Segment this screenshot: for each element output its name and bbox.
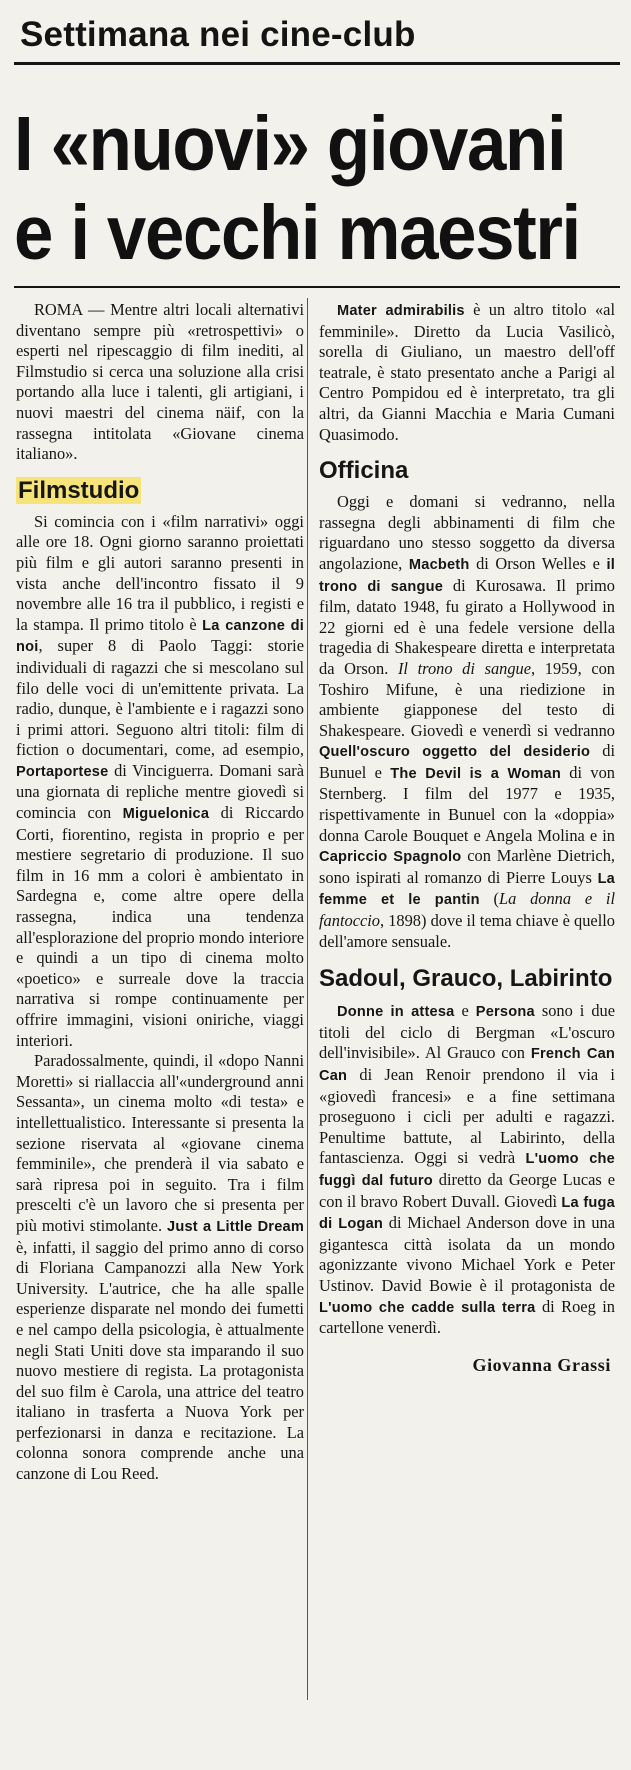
paradox-paragraph: Paradossalmente, quindi, il «dopo Nanni Moretti» si riallaccia all'«underground anni Sessanta», un cinema molto «di testa» e intellettualistico. Interessante si presenta la sezione riservata al «giovane cinema femminile», che prenderà il via sabato e sarà ripresa poi in seguito. Tra i film prescelti c'è un lavoro che si presenta per più motivi stimolante. Just a Little Dream è, infatti, il saggio del primo anno di corso di Floriana Campanozzi alla New York University. L'autrice, che ha alle spalle esperienze disparate nel mondo dei fumetti e nel campo della psicologia, è attualmente negli Stati Uniti dove sta imparando il suo nuovo mestiere di regista. La protagonista del suo film è Carola, una attrice del teatro italiano in trasferta a Nuova York per perfezionarsi in danza e recitazione. La colonna sonora comprende anche una canzone di Lou Reed.	[16, 1051, 304, 1484]
headline-line-1: I «nuovi» giovani	[14, 101, 566, 187]
subhead-officina: Officina	[319, 457, 409, 485]
subhead-sadoul: Sadoul, Grauco, Labirinto	[319, 965, 613, 993]
article-column-left	[16, 300, 304, 1485]
film-title-italic: Il trono di sangue	[397, 658, 532, 678]
sadoul-paragraph: Donne in attesa e Persona sono i due titoli del ciclo di Bergman «L'oscuro dell'invisibile». Al Grauco con French Can Can di Jean Renoir prendono il via i «giovedì francesi» e a fine settimana proseguono i cicli per adulti e ragazzi. Penultime battute, al Labirinto, della fantascienza. Oggi si vedrà L'uomo che fuggì dal futuro diretto da George Lucas e con il bravo Robert Duvall. Giovedì La fuga di Logan di Michael Anderson dove in una gigantesca città isolata da un mondo agonizzante vivono Michael York e Peter Ustinov. David Bowie è il protagonista de L'uomo che cadde sulla terra di Roeg in cartellone venerdì.	[319, 1001, 616, 1338]
film-title: Mater admirabilis	[337, 303, 465, 319]
film-title: Portaportese	[16, 763, 109, 780]
film-title: La fuga di Logan	[319, 1194, 615, 1233]
headline-line-2: e i vecchi maestri	[14, 190, 580, 276]
officina-paragraph: Oggi e domani si vedranno, nella rassegna degli abbinamenti di film che riguardano uno stesso soggetto da diversa angolazione, Macbeth di Orson Welles e il trono di sangue di Kurosawa. Il primo film, datato 1948, fu girato a Hollywood in 22 giorni ed è una fedele versione della tragedia di Shakespeare diretta e interpretata da Orson. Il trono di sangue, 1959, con Toshiro Mifune, è una riedizione in ambiente giapponese del testo di Shakespeare. Giovedì e venerdì si vedranno Quell'oscuro oggetto del desiderio di Bunuel e The Devil is a Woman di von Sternberg. I film del 1977 e 1935, rispettivamente in Bunuel con la «doppia» donna Carole Bouquet e Angela Molina e in Capriccio Spagnolo con Marlène Dietrich, sono ispirati al romanzo di Pierre Louys La femme et le pantin (La donna e il fantoccio, 1898) dove il tema chiave è quello dell'amore sensuale.	[319, 492, 616, 951]
column-separator	[307, 298, 308, 1700]
film-title: French Can Can	[319, 1046, 616, 1084]
intro-paragraph: ROMA — Mentre altri locali alternativi diventano sempre più «retrospettivi» o esperti nel ripescaggio di film inediti, al Filmstudio si cerca una soluzione alla crisi portando alla luce i talenti, gli artigiani, i nuovi maestri del cinema näif, con la rassegna intitolata «Giovane cinema italiano».	[16, 300, 304, 464]
headline	[14, 100, 580, 278]
film-title: Miguelonica	[122, 806, 210, 823]
film-title: L'uomo che cadde sulla terra	[319, 1299, 536, 1316]
film-title: La femme et le pantin	[319, 870, 615, 909]
mater-paragraph: Mater admirabilis è un altro titolo «al femminile». Diretto da Lucia Vasilicò, sorella di Giuliano, un maestro dell'off teatrale, è stato presentato anche a Parigi al Centro Pompidou ed è interpretato, tra gli altri, da Gianni Macchia e Maria Cumani Quasimodo.	[319, 300, 615, 444]
subhead-filmstudio: Filmstudio	[18, 476, 140, 504]
filmstudio-paragraph: Si comincia con i «film narrativi» oggi alle ore 18. Ogni giorno saranno proiettati più film e gli autori saranno presenti in vista anche dell'incontro fissato il 9 novembre alle 16 tra il pubblico, i registi e la stampa. Il primo titolo è La canzone di noi, super 8 di Paolo Taggi: storie individuali di ragazzi che si mescolano sul filo delle voci di un'emittente privata. La radio, dunque, è l'ambiente e i ragazzi sono i primi attori. Seguono altri titoli: film di fiction o documentari, come, ad esempio, Portaportese di Vinciguerra. Domani sarà una giornata di repliche mentre giovedì si comincia con Miguelonica di Riccardo Corti, fiorentino, regista in proprio e per mestiere segretario di produzione. Il suo film in 16 mm a colori è ambientato in Sardegna e, come altre opere della rassegna, indica una tendenza all'esplorazione del proprio mondo interiore e quindi a un tipo di cinema molto «poetico» e surreale dove la traccia narrativa si rompe continuamente per offrire immagini, visioni oniriche, viaggi interiori.	[16, 511, 304, 1050]
section-kicker: Settimana nei cine-club	[20, 15, 416, 54]
film-title: Macbeth	[408, 556, 470, 573]
film-title: Donne in attesa	[337, 1004, 455, 1021]
film-title: L'uomo che fuggì dal futuro	[319, 1151, 615, 1189]
film-title: Quell'oscuro oggetto del desiderio	[319, 744, 591, 761]
film-title-italic: La donna e il fantoccio	[319, 889, 616, 931]
article-column-right	[319, 300, 615, 1375]
byline: Giovanna Grassi	[472, 1354, 611, 1375]
film-title: Just a Little Dream	[167, 1218, 304, 1235]
film-title: La canzone di noi	[16, 617, 304, 656]
film-title: il trono di sangue	[319, 556, 615, 595]
film-title: Persona	[475, 1004, 535, 1021]
headline-rule	[14, 286, 620, 288]
film-title: Capriccio Spagnolo	[319, 849, 462, 866]
film-title: The Devil is a Woman	[390, 765, 561, 782]
top-rule	[14, 62, 620, 65]
